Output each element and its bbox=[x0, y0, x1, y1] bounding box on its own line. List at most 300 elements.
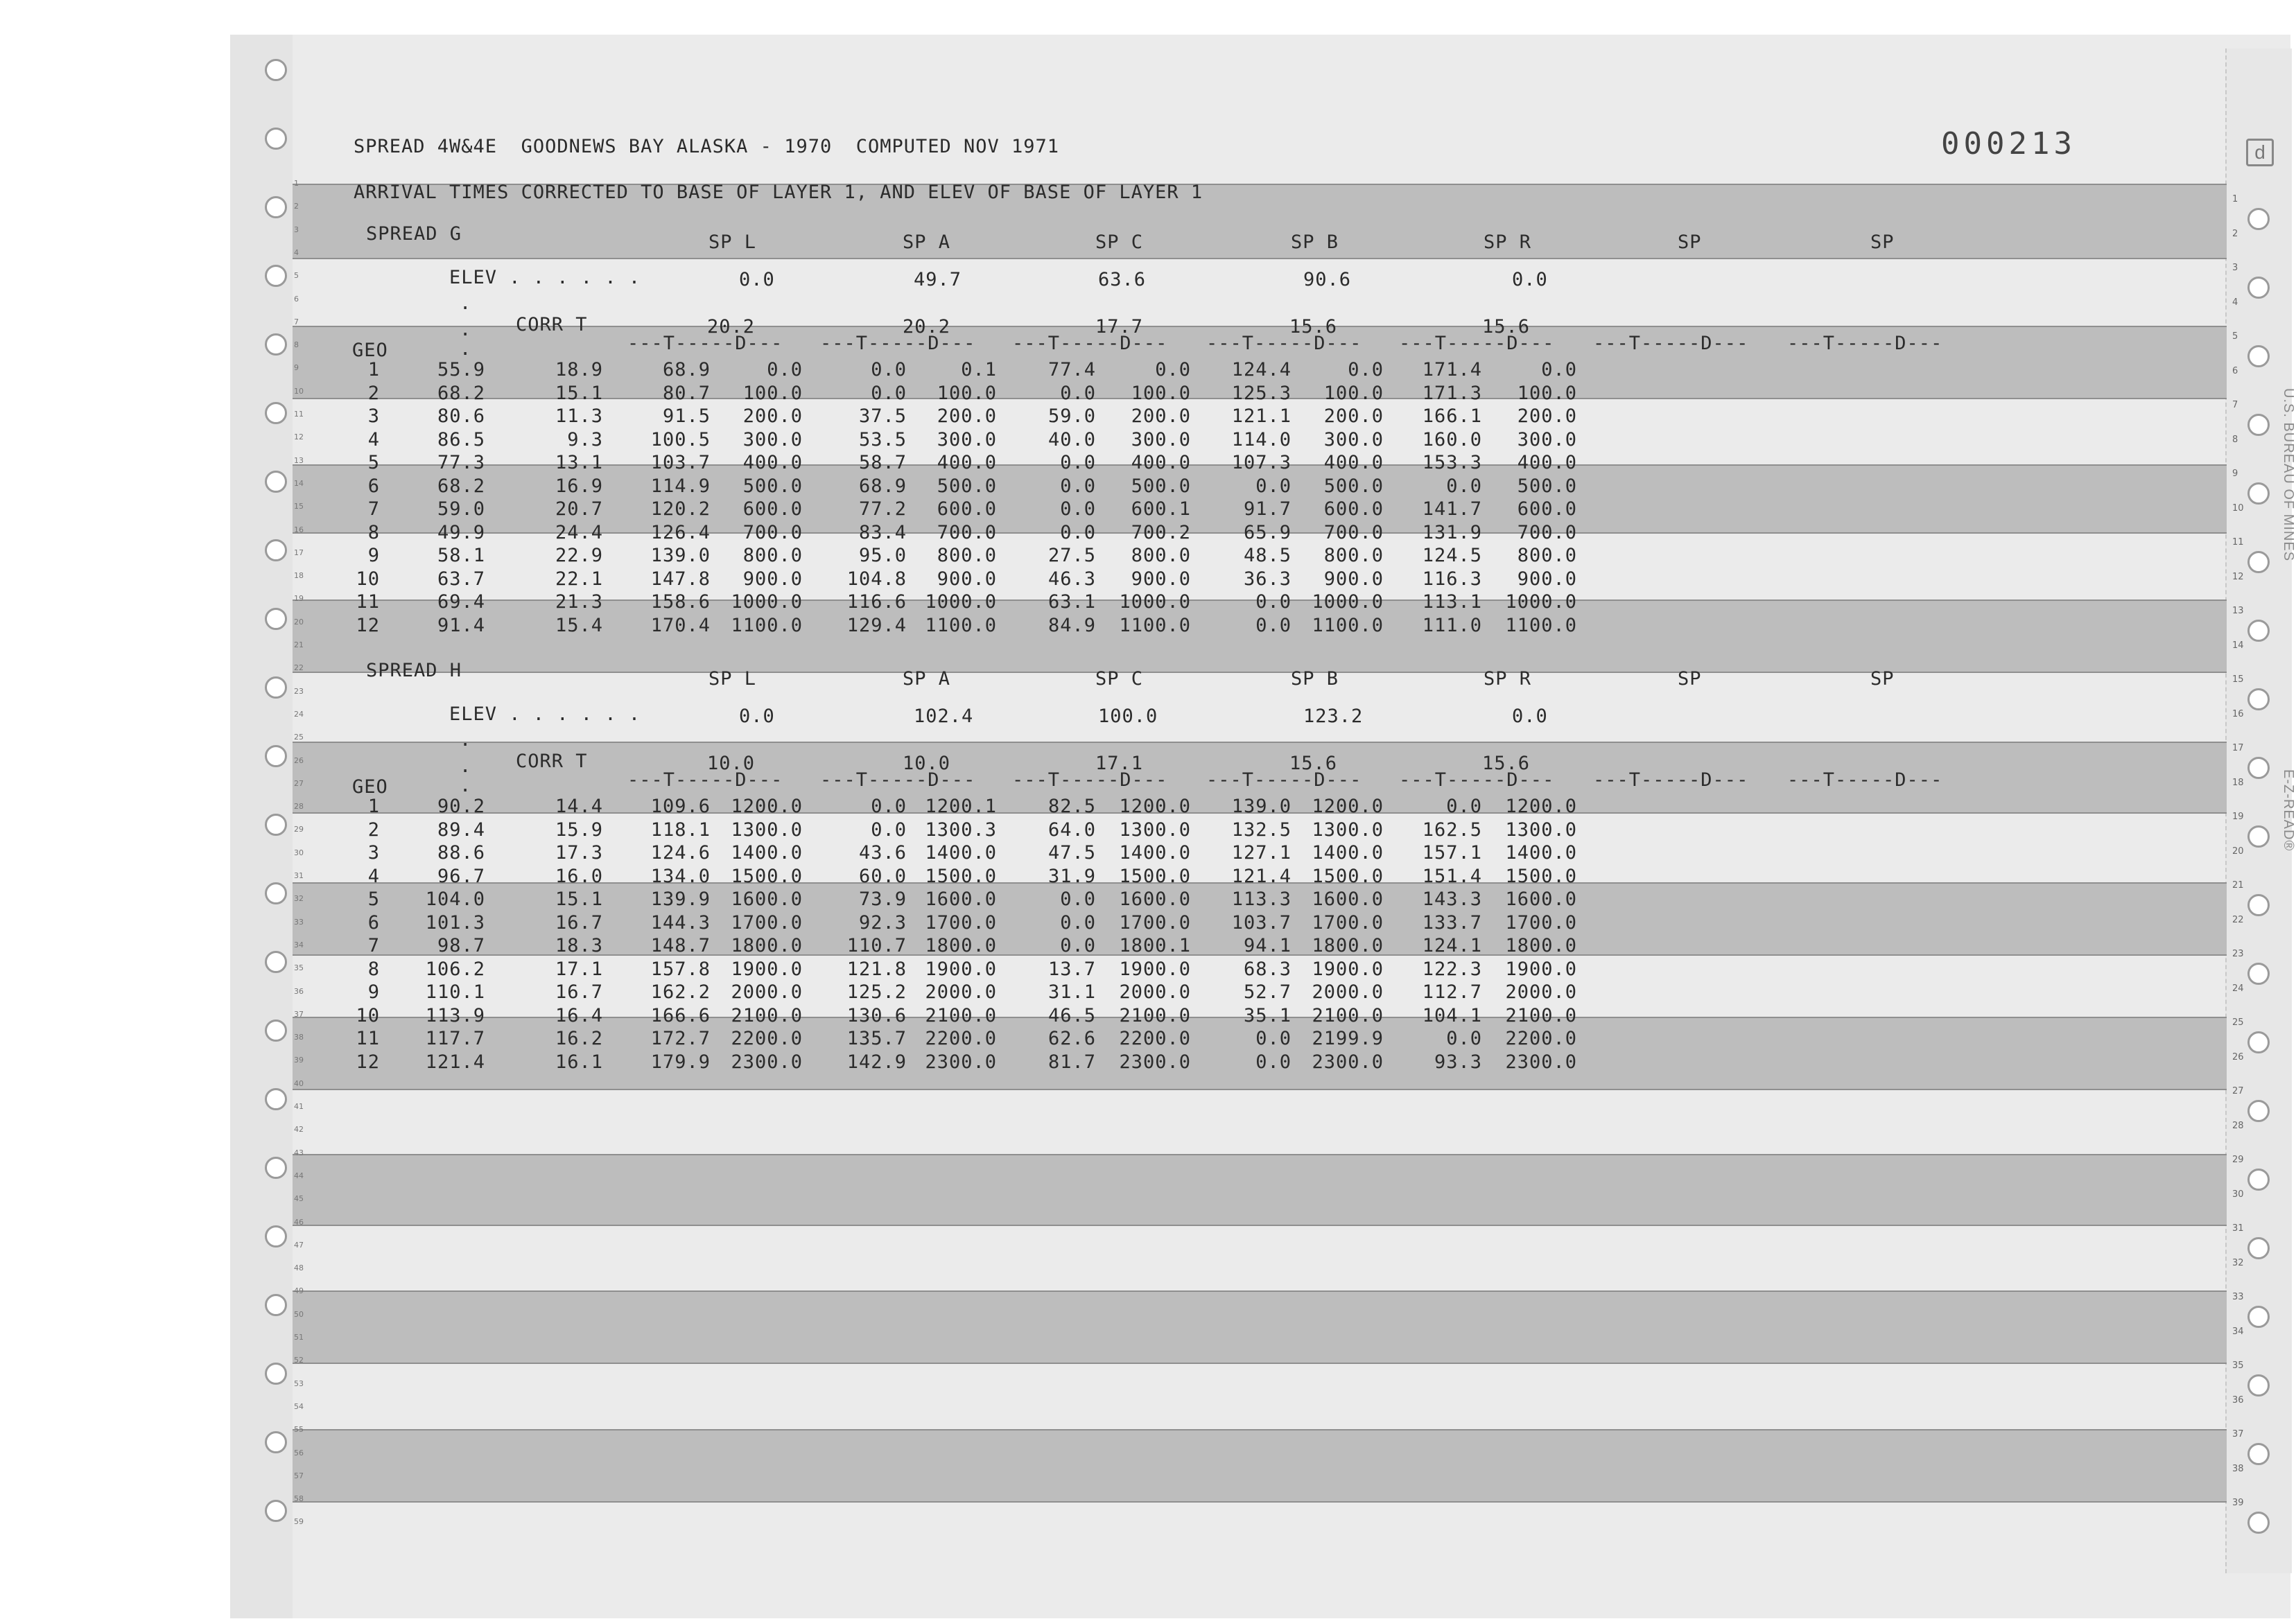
tractor-hole bbox=[265, 128, 287, 150]
distance-value: 1700.0 bbox=[731, 911, 803, 934]
geo-number: 1 bbox=[367, 359, 380, 380]
line-number: 34 bbox=[294, 940, 304, 949]
time-value: 103.7 bbox=[1231, 911, 1292, 934]
distance-value: 2200.0 bbox=[731, 1028, 803, 1049]
time-value: 121.1 bbox=[1231, 405, 1292, 427]
tractor-hole bbox=[265, 333, 287, 356]
distance-value: 300.0 bbox=[742, 428, 803, 450]
geo-number: 6 bbox=[367, 911, 380, 934]
line-number: 46 bbox=[294, 1217, 304, 1227]
distance-value: 1100.0 bbox=[925, 614, 997, 636]
t-d-column-head: ---T-----D--- bbox=[1399, 769, 1555, 791]
right-line-number: 12 bbox=[2232, 571, 2244, 582]
time-value: 114.0 bbox=[1231, 428, 1292, 450]
geo-number: 6 bbox=[367, 475, 380, 497]
distance-value: 800.0 bbox=[1323, 545, 1384, 566]
geo-number: 8 bbox=[367, 958, 380, 980]
time-value: 83.4 bbox=[858, 521, 907, 543]
distance-value: 1900.0 bbox=[1505, 958, 1577, 980]
geo-number: 4 bbox=[367, 428, 380, 450]
time-value: 27.5 bbox=[1047, 545, 1096, 566]
elev-value: 90.6 bbox=[1303, 269, 1352, 290]
time-value: 166.6 bbox=[650, 1004, 711, 1026]
tractor-hole bbox=[265, 745, 287, 767]
distance-value: 900.0 bbox=[742, 568, 803, 590]
distance-value: 500.0 bbox=[937, 475, 997, 497]
geo-number: 10 bbox=[356, 1004, 380, 1026]
tractor-hole bbox=[265, 402, 287, 424]
distance-value: 1300.0 bbox=[1505, 819, 1577, 841]
distance-value: 1600.0 bbox=[1119, 889, 1191, 910]
line-number: 3 bbox=[294, 225, 299, 234]
distance-value: 1000.0 bbox=[731, 591, 803, 613]
t-d-column-head: ---T-----D--- bbox=[627, 333, 783, 354]
tractor-hole bbox=[265, 1294, 287, 1316]
time-value: 170.4 bbox=[650, 614, 711, 636]
tractor-hole bbox=[2247, 1237, 2270, 1259]
geo-elev: 113.9 bbox=[425, 1004, 485, 1026]
distance-value: 900.0 bbox=[1131, 568, 1191, 590]
report-title: SPREAD 4W&4E GOODNEWS BAY ALASKA - 1970 COMPUTED NOV 1971 bbox=[354, 136, 1060, 157]
corr-t-label: CORR T bbox=[516, 751, 588, 772]
time-value: 58.7 bbox=[858, 452, 907, 473]
distance-value: 0.0 bbox=[1541, 359, 1577, 380]
line-number: 49 bbox=[294, 1286, 304, 1296]
sp-column-head: SP R bbox=[1484, 231, 1532, 253]
time-value: 107.3 bbox=[1231, 452, 1292, 473]
distance-value: 600.0 bbox=[742, 498, 803, 520]
distance-value: 2000.0 bbox=[1119, 981, 1191, 1003]
line-number: 19 bbox=[294, 594, 304, 604]
geo-number: 4 bbox=[367, 865, 380, 887]
right-line-number: 5 bbox=[2232, 331, 2238, 342]
tractor-hole bbox=[2247, 1031, 2270, 1053]
corr-time: 16.9 bbox=[555, 475, 603, 497]
geo-elev: 58.1 bbox=[437, 545, 485, 566]
t-d-column-head: ---T-----D--- bbox=[1399, 333, 1555, 354]
geo-number: 5 bbox=[367, 452, 380, 473]
line-number: 26 bbox=[294, 755, 304, 765]
right-line-number: 4 bbox=[2232, 297, 2238, 308]
distance-value: 2000.0 bbox=[1312, 981, 1384, 1003]
distance-value: 2200.0 bbox=[925, 1028, 997, 1049]
geo-elev: 55.9 bbox=[437, 359, 485, 380]
line-number: 32 bbox=[294, 894, 304, 904]
distance-value: 1200.0 bbox=[1505, 796, 1577, 817]
tractor-hole bbox=[2247, 1169, 2270, 1191]
dot-leader: . bbox=[460, 729, 472, 751]
line-number: 13 bbox=[294, 455, 304, 465]
right-line-number: 11 bbox=[2232, 537, 2244, 548]
distance-value: 1700.0 bbox=[1505, 911, 1577, 934]
time-value: 0.0 bbox=[1060, 382, 1096, 404]
tractor-hole bbox=[2247, 620, 2270, 642]
time-value: 60.0 bbox=[858, 865, 907, 887]
distance-value: 1400.0 bbox=[925, 842, 997, 864]
distance-value: 1100.0 bbox=[1119, 614, 1191, 636]
distance-value: 2000.0 bbox=[731, 981, 803, 1003]
tractor-hole bbox=[265, 59, 287, 81]
distance-value: 1900.0 bbox=[731, 958, 803, 980]
time-value: 37.5 bbox=[858, 405, 907, 427]
line-number: 55 bbox=[294, 1425, 304, 1435]
time-value: 158.6 bbox=[650, 591, 711, 613]
time-value: 68.9 bbox=[662, 359, 711, 380]
sp-column-head: SP bbox=[1678, 668, 1702, 690]
distance-value: 200.0 bbox=[1323, 405, 1384, 427]
distance-value: 400.0 bbox=[1131, 452, 1191, 473]
time-value: 84.9 bbox=[1047, 614, 1096, 636]
corr-time: 9.3 bbox=[567, 428, 603, 450]
distance-value: 100.0 bbox=[742, 382, 803, 404]
distance-value: 1000.0 bbox=[1312, 591, 1384, 613]
distance-value: 1400.0 bbox=[1119, 842, 1191, 864]
time-value: 171.4 bbox=[1422, 359, 1482, 380]
geo-elev: 77.3 bbox=[437, 452, 485, 473]
line-number: 2 bbox=[294, 202, 299, 211]
time-value: 151.4 bbox=[1422, 865, 1482, 887]
distance-value: 1300.0 bbox=[1119, 819, 1191, 841]
time-value: 81.7 bbox=[1047, 1051, 1096, 1073]
line-number: 59 bbox=[294, 1517, 304, 1527]
geo-elev: 59.0 bbox=[437, 498, 485, 520]
line-number: 47 bbox=[294, 1240, 304, 1250]
time-value: 125.3 bbox=[1231, 382, 1292, 404]
sp-column-head: SP C bbox=[1095, 231, 1144, 253]
corr-time: 22.1 bbox=[555, 568, 603, 590]
line-number: 17 bbox=[294, 548, 304, 557]
time-value: 0.0 bbox=[1060, 521, 1096, 543]
tractor-hole bbox=[2247, 1306, 2270, 1328]
sp-column-head: SP C bbox=[1095, 668, 1144, 690]
line-number: 51 bbox=[294, 1333, 304, 1342]
corr-value: 17.7 bbox=[1095, 316, 1144, 338]
line-number: 21 bbox=[294, 640, 304, 649]
geo-elev: 89.4 bbox=[437, 819, 485, 841]
time-value: 0.0 bbox=[1060, 498, 1096, 520]
line-number: 27 bbox=[294, 778, 304, 788]
right-line-number: 38 bbox=[2232, 1463, 2244, 1474]
distance-value: 300.0 bbox=[1131, 428, 1191, 450]
time-value: 103.7 bbox=[650, 452, 711, 473]
sp-column-head: SP bbox=[1870, 668, 1895, 690]
geo-number: 2 bbox=[367, 819, 380, 841]
tractor-hole bbox=[265, 951, 287, 973]
distance-value: 1400.0 bbox=[1312, 842, 1384, 864]
geo-number: 10 bbox=[356, 568, 380, 590]
right-line-number: 28 bbox=[2232, 1120, 2244, 1131]
geo-elev: 68.2 bbox=[437, 382, 485, 404]
time-value: 142.9 bbox=[846, 1051, 907, 1073]
distance-value: 1600.0 bbox=[731, 889, 803, 910]
time-value: 162.5 bbox=[1422, 819, 1482, 841]
dot-leader: . bbox=[460, 319, 472, 340]
elev-value: 0.0 bbox=[739, 706, 775, 727]
right-line-number: 17 bbox=[2232, 743, 2244, 753]
line-number: 44 bbox=[294, 1171, 304, 1180]
dot-leader: . bbox=[460, 292, 472, 314]
distance-value: 300.0 bbox=[937, 428, 997, 450]
time-value: 160.0 bbox=[1422, 428, 1482, 450]
tractor-hole bbox=[2247, 1100, 2270, 1122]
dot-leader: . bbox=[460, 338, 472, 360]
elev-value: 0.0 bbox=[739, 269, 775, 290]
distance-value: 200.0 bbox=[1131, 405, 1191, 427]
geo-elev: 86.5 bbox=[437, 428, 485, 450]
distance-value: 2200.0 bbox=[1119, 1028, 1191, 1049]
right-line-number: 36 bbox=[2232, 1394, 2244, 1406]
time-value: 162.2 bbox=[650, 981, 711, 1003]
right-line-number: 26 bbox=[2232, 1051, 2244, 1062]
time-value: 139.0 bbox=[650, 545, 711, 566]
time-value: 46.5 bbox=[1047, 1004, 1096, 1026]
geo-number: 9 bbox=[367, 545, 380, 566]
distance-value: 900.0 bbox=[1323, 568, 1384, 590]
tractor-hole bbox=[265, 1363, 287, 1385]
line-number: 6 bbox=[294, 294, 299, 304]
corr-time: 15.1 bbox=[555, 889, 603, 910]
distance-value: 1000.0 bbox=[1119, 591, 1191, 613]
distance-value: 1700.0 bbox=[1119, 911, 1191, 934]
distance-value: 1500.0 bbox=[1312, 865, 1384, 887]
time-value: 133.7 bbox=[1422, 911, 1482, 934]
distance-value: 2100.0 bbox=[1505, 1004, 1577, 1026]
distance-value: 2199.9 bbox=[1312, 1028, 1384, 1049]
geo-number: 2 bbox=[367, 382, 380, 404]
time-value: 36.3 bbox=[1243, 568, 1292, 590]
time-value: 157.8 bbox=[650, 958, 711, 980]
distance-value: 1500.0 bbox=[731, 865, 803, 887]
geo-number: 9 bbox=[367, 981, 380, 1003]
distance-value: 2000.0 bbox=[925, 981, 997, 1003]
line-number: 58 bbox=[294, 1494, 304, 1504]
time-value: 95.0 bbox=[858, 545, 907, 566]
right-line-number: 31 bbox=[2232, 1223, 2244, 1234]
right-line-number: 3 bbox=[2232, 263, 2238, 273]
line-number: 18 bbox=[294, 571, 304, 581]
time-value: 68.3 bbox=[1243, 958, 1292, 980]
distance-value: 1800.0 bbox=[731, 935, 803, 956]
time-value: 113.3 bbox=[1231, 889, 1292, 910]
corr-time: 15.9 bbox=[555, 819, 603, 841]
line-number: 10 bbox=[294, 386, 304, 396]
line-number: 56 bbox=[294, 1448, 304, 1458]
distance-value: 600.1 bbox=[1131, 498, 1191, 520]
right-line-number: 8 bbox=[2232, 434, 2238, 445]
tractor-hole bbox=[265, 539, 287, 561]
geo-elev: 101.3 bbox=[425, 911, 485, 934]
tractor-hole bbox=[2247, 1374, 2270, 1397]
tractor-hole bbox=[265, 196, 287, 218]
time-value: 73.9 bbox=[858, 889, 907, 910]
corr-time: 16.1 bbox=[555, 1051, 603, 1073]
geo-label: GEO bbox=[352, 340, 388, 361]
line-number: 1 bbox=[294, 179, 299, 188]
time-value: 82.5 bbox=[1047, 796, 1096, 817]
right-line-number: 23 bbox=[2232, 949, 2244, 959]
tractor-hole bbox=[2247, 414, 2270, 436]
greenbar-band bbox=[293, 1154, 2227, 1226]
distance-value: 200.0 bbox=[937, 405, 997, 427]
distance-value: 600.0 bbox=[937, 498, 997, 520]
corr-value: 10.0 bbox=[903, 753, 951, 774]
distance-value: 1800.0 bbox=[925, 935, 997, 956]
line-number: 38 bbox=[294, 1033, 304, 1042]
distance-value: 2100.0 bbox=[1312, 1004, 1384, 1026]
time-value: 0.0 bbox=[1060, 911, 1096, 934]
line-number: 43 bbox=[294, 1148, 304, 1157]
tractor-hole bbox=[265, 265, 287, 287]
distance-value: 100.0 bbox=[1323, 382, 1384, 404]
distance-value: 1500.0 bbox=[925, 865, 997, 887]
right-line-number: 14 bbox=[2232, 640, 2244, 651]
time-value: 125.2 bbox=[846, 981, 907, 1003]
time-value: 62.6 bbox=[1047, 1028, 1096, 1049]
distance-value: 1600.0 bbox=[1312, 889, 1384, 910]
distance-value: 600.0 bbox=[1517, 498, 1577, 520]
distance-value: 300.0 bbox=[1323, 428, 1384, 450]
corr-time: 22.9 bbox=[555, 545, 603, 566]
elev-value: 102.4 bbox=[914, 706, 974, 727]
distance-value: 400.0 bbox=[742, 452, 803, 473]
distance-value: 1800.0 bbox=[1312, 935, 1384, 956]
time-value: 94.1 bbox=[1243, 935, 1292, 956]
time-value: 134.0 bbox=[650, 865, 711, 887]
t-d-column-head: ---T-----D--- bbox=[1593, 333, 1749, 354]
distance-value: 1500.0 bbox=[1505, 865, 1577, 887]
time-value: 0.0 bbox=[1255, 591, 1292, 613]
time-value: 112.7 bbox=[1422, 981, 1482, 1003]
distance-value: 800.0 bbox=[1131, 545, 1191, 566]
geo-number: 11 bbox=[356, 591, 380, 613]
sp-column-head: SP A bbox=[903, 231, 951, 253]
distance-value: 900.0 bbox=[1517, 568, 1577, 590]
elev-value: 100.0 bbox=[1098, 706, 1158, 727]
distance-value: 700.0 bbox=[742, 521, 803, 543]
time-value: 104.8 bbox=[846, 568, 907, 590]
geo-elev: 63.7 bbox=[437, 568, 485, 590]
line-number: 11 bbox=[294, 410, 304, 419]
time-value: 157.1 bbox=[1422, 842, 1482, 864]
tractor-hole bbox=[265, 471, 287, 493]
corr-value: 15.6 bbox=[1482, 316, 1531, 338]
time-value: 130.6 bbox=[846, 1004, 907, 1026]
line-number: 29 bbox=[294, 825, 304, 834]
time-value: 122.3 bbox=[1422, 958, 1482, 980]
geo-elev: 49.9 bbox=[437, 521, 485, 543]
geo-elev: 96.7 bbox=[437, 865, 485, 887]
geo-elev: 91.4 bbox=[437, 614, 485, 636]
right-line-number: 19 bbox=[2232, 812, 2244, 822]
sp-column-head: SP R bbox=[1484, 668, 1532, 690]
distance-value: 700.2 bbox=[1131, 521, 1191, 543]
time-value: 0.0 bbox=[1060, 452, 1096, 473]
geo-elev: 117.7 bbox=[425, 1028, 485, 1049]
distance-value: 800.0 bbox=[937, 545, 997, 566]
distance-value: 2300.0 bbox=[925, 1051, 997, 1073]
spread-label: SPREAD G bbox=[366, 223, 462, 245]
t-d-column-head: ---T-----D--- bbox=[1206, 769, 1362, 791]
geo-elev: 106.2 bbox=[425, 958, 485, 980]
distance-value: 500.0 bbox=[1517, 475, 1577, 497]
elev-label: ELEV . . . . . . bbox=[449, 703, 641, 725]
line-number: 22 bbox=[294, 663, 304, 673]
printer-logo: d bbox=[2246, 139, 2274, 166]
distance-value: 1400.0 bbox=[1505, 842, 1577, 864]
time-value: 40.0 bbox=[1047, 428, 1096, 450]
corr-time: 14.4 bbox=[555, 796, 603, 817]
document-number: 000213 bbox=[1941, 126, 2076, 161]
time-value: 118.1 bbox=[650, 819, 711, 841]
distance-value: 500.0 bbox=[1131, 475, 1191, 497]
right-line-number: 22 bbox=[2232, 914, 2244, 925]
right-line-number: 18 bbox=[2232, 777, 2244, 788]
tractor-hole bbox=[2247, 757, 2270, 779]
distance-value: 0.1 bbox=[961, 359, 997, 380]
distance-value: 1000.0 bbox=[1505, 591, 1577, 613]
line-number: 4 bbox=[294, 247, 299, 257]
ezread-label: E-Z-READ® bbox=[2281, 769, 2296, 852]
distance-value: 2100.0 bbox=[1119, 1004, 1191, 1026]
tractor-hole bbox=[2247, 551, 2270, 573]
right-line-number: 29 bbox=[2232, 1155, 2244, 1165]
line-number: 25 bbox=[294, 733, 304, 742]
corr-time: 16.0 bbox=[555, 865, 603, 887]
t-d-column-head: ---T-----D--- bbox=[1787, 769, 1943, 791]
tractor-hole bbox=[2247, 345, 2270, 367]
greenbar-band bbox=[293, 1290, 2227, 1364]
right-line-number: 30 bbox=[2232, 1189, 2244, 1200]
t-d-column-head: ---T-----D--- bbox=[627, 769, 783, 791]
geo-elev: 80.6 bbox=[437, 405, 485, 427]
distance-value: 100.0 bbox=[1131, 382, 1191, 404]
distance-value: 400.0 bbox=[937, 452, 997, 473]
corr-time: 13.1 bbox=[555, 452, 603, 473]
right-line-number: 2 bbox=[2232, 228, 2238, 239]
distance-value: 1300.3 bbox=[925, 819, 997, 841]
tractor-hole bbox=[265, 882, 287, 904]
geo-elev: 69.4 bbox=[437, 591, 485, 613]
line-number: 35 bbox=[294, 963, 304, 973]
time-value: 93.3 bbox=[1434, 1051, 1482, 1073]
line-number: 5 bbox=[294, 271, 299, 281]
sp-column-head: SP B bbox=[1291, 668, 1339, 690]
time-value: 68.9 bbox=[858, 475, 907, 497]
line-number: 23 bbox=[294, 686, 304, 696]
line-number: 33 bbox=[294, 917, 304, 927]
corr-value: 15.6 bbox=[1482, 753, 1531, 774]
distance-value: 200.0 bbox=[742, 405, 803, 427]
tractor-hole bbox=[2247, 1443, 2270, 1465]
greenbar-band bbox=[293, 1429, 2227, 1503]
geo-elev: 88.6 bbox=[437, 842, 485, 864]
t-d-column-head: ---T-----D--- bbox=[1206, 333, 1362, 354]
tractor-hole bbox=[265, 676, 287, 699]
line-number: 28 bbox=[294, 802, 304, 812]
dot-leader: . bbox=[460, 755, 472, 777]
corr-time: 21.3 bbox=[555, 591, 603, 613]
geo-number: 7 bbox=[367, 935, 380, 956]
corr-time: 16.7 bbox=[555, 981, 603, 1003]
time-value: 148.7 bbox=[650, 935, 711, 956]
time-value: 64.0 bbox=[1047, 819, 1096, 841]
corr-time: 16.2 bbox=[555, 1028, 603, 1049]
distance-value: 1800.1 bbox=[1119, 935, 1191, 956]
geo-elev: 98.7 bbox=[437, 935, 485, 956]
sp-column-head: SP bbox=[1870, 231, 1895, 253]
right-line-number: 39 bbox=[2232, 1498, 2244, 1508]
geo-number: 12 bbox=[356, 614, 380, 636]
